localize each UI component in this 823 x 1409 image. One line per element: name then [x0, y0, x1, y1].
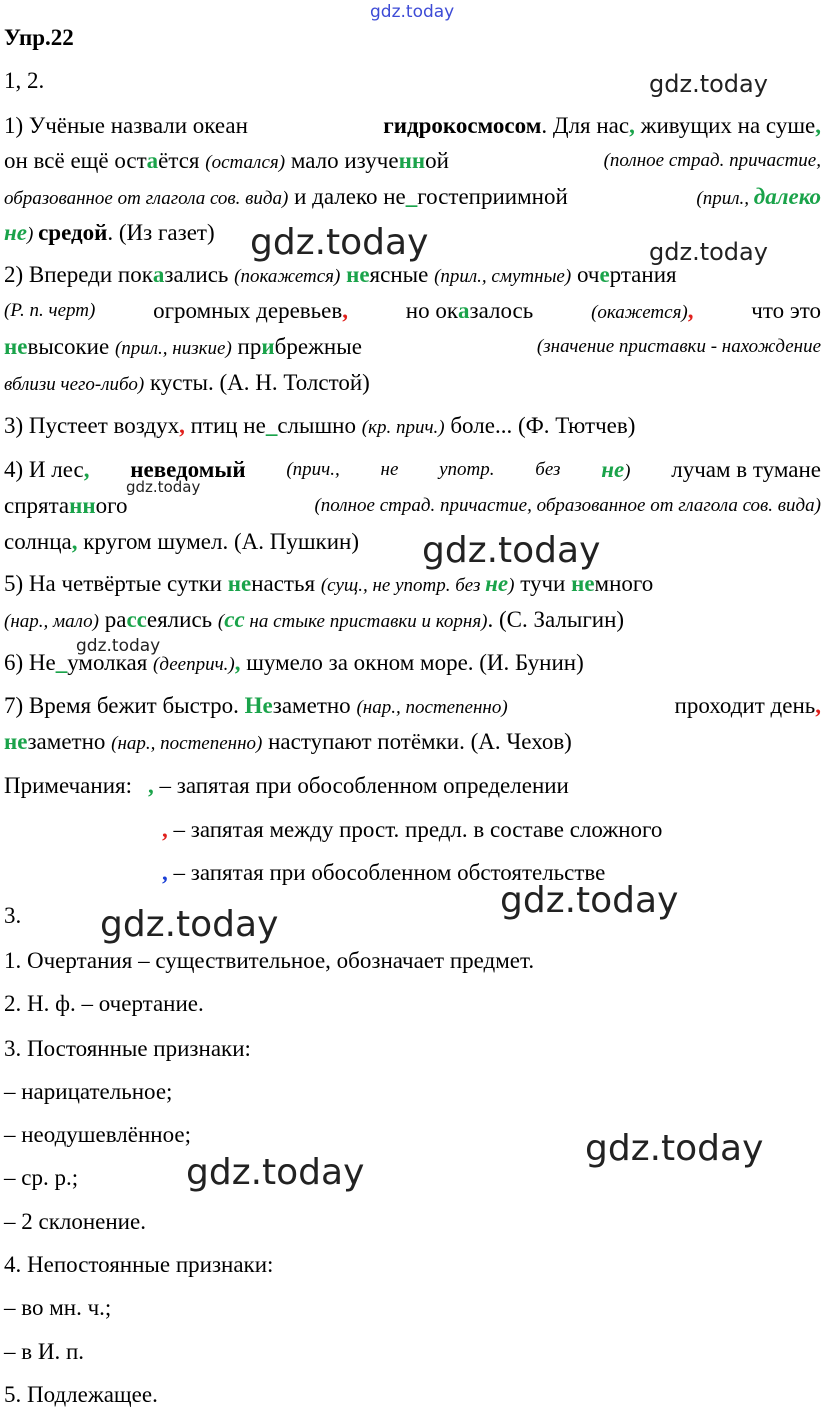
watermark: gdz.today	[649, 70, 768, 98]
notes-line-2: , – запятая между прост. предл. в составе сложного	[162, 817, 663, 842]
sentence-1-line-1: 1) Учёные назвали океан гидрокосмосом. Для нас, живущих на суше,	[4, 113, 821, 138]
sentence-7-line-2: незаметно (нар., постепенно) наступают потёмки. (А. Чехов)	[4, 729, 572, 754]
notes-label: Примечания:	[4, 773, 132, 798]
part-3-item: – неодушевлённое;	[4, 1122, 191, 1147]
notes-line-3: , – запятая при обособленном обстоятельстве	[162, 860, 606, 885]
watermark: gdz.today	[500, 880, 679, 921]
notes-line-1: Примечания: , – запятая при обособленном определении	[4, 773, 569, 798]
sentence-2-line-3: невысокие (прил., низкие) прибрежные (значение приставки - нахождение	[4, 334, 821, 359]
exercise-title: Упр.22	[4, 25, 74, 50]
sentence-2-line-2: (Р. п. черт) огромных деревьев, но оказалось (окажется), что это	[4, 298, 821, 323]
watermark: gdz.today	[76, 636, 161, 656]
watermark: gdz.today	[186, 1152, 365, 1193]
sentence-4-line-1: 4) И лес, неведомый (прич., не употр. без не) лучам в тумане	[4, 457, 821, 482]
part-3-item: – ср. р.;	[4, 1165, 79, 1190]
part-3-item: – 2 склонение.	[4, 1209, 146, 1234]
part-3-item: – в И. п.	[4, 1339, 85, 1364]
watermark: gdz.today	[585, 1128, 764, 1169]
watermark: gdz.today	[649, 238, 768, 266]
sentence-4-line-2: спрятанного (полное страд. причастие, образованное от глагола сов. вида)	[4, 493, 821, 518]
sentence-1-line-3: образованное от глагола сов. вида) и далеко не_гостеприимной (прил., далеко	[4, 184, 821, 209]
part-3-item: – во мн. ч.;	[4, 1295, 112, 1320]
part-3-label: 3.	[4, 903, 22, 928]
sentence-2-line-4: вблизи чего-либо) кусты. (А. Н. Толстой)	[4, 370, 370, 395]
sentence-5-line-1: 5) На четвёртые сутки ненастья (сущ., не употр. без не) тучи немного	[4, 571, 654, 596]
watermark-top: gdz.today	[370, 2, 455, 22]
sentence-1-line-2: он всё ещё остаётся (остался) мало изученной (полное страд. причастие,	[4, 148, 821, 173]
part-3-item: 2. Н. ф. – очертание.	[4, 991, 204, 1016]
watermark: gdz.today	[100, 904, 279, 945]
part-3-item: 3. Постоянные признаки:	[4, 1036, 251, 1061]
sentence-7-line-1: 7) Время бежит быстро. Незаметно (нар., постепенно) проходит день,	[4, 693, 821, 718]
sentence-1-line-4: не) средой. (Из газет)	[4, 220, 215, 245]
part-1-2-label: 1, 2.	[4, 68, 45, 93]
watermark: gdz.today	[250, 222, 429, 263]
sentence-3: 3) Пустеет воздух, птиц не_слышно (кр. прич.) боле... (Ф. Тютчев)	[4, 413, 636, 438]
sentence-4-line-3: солнца, кругом шумел. (А. Пушкин)	[4, 529, 360, 554]
watermark: gdz.today	[126, 478, 201, 496]
watermark: gdz.today	[422, 530, 601, 571]
sentence-6: 6) Не_умолкая (дееприч.), шумело за окном море. (И. Бунин)	[4, 650, 584, 675]
part-3-item: 4. Непостоянные признаки:	[4, 1252, 274, 1277]
sentence-5-line-2: (нар., мало) рассеялись (сс на стыке приставки и корня). (С. Залыгин)	[4, 607, 625, 632]
sentence-2-line-1: 2) Впереди показались (покажется) неясные (прил., смутные) очертания	[4, 262, 677, 287]
part-3-item: – нарицательное;	[4, 1079, 173, 1104]
part-3-item: 1. Очертания – существительное, обозначает предмет.	[4, 948, 535, 973]
part-3-item: 5. Подлежащее.	[4, 1382, 158, 1407]
